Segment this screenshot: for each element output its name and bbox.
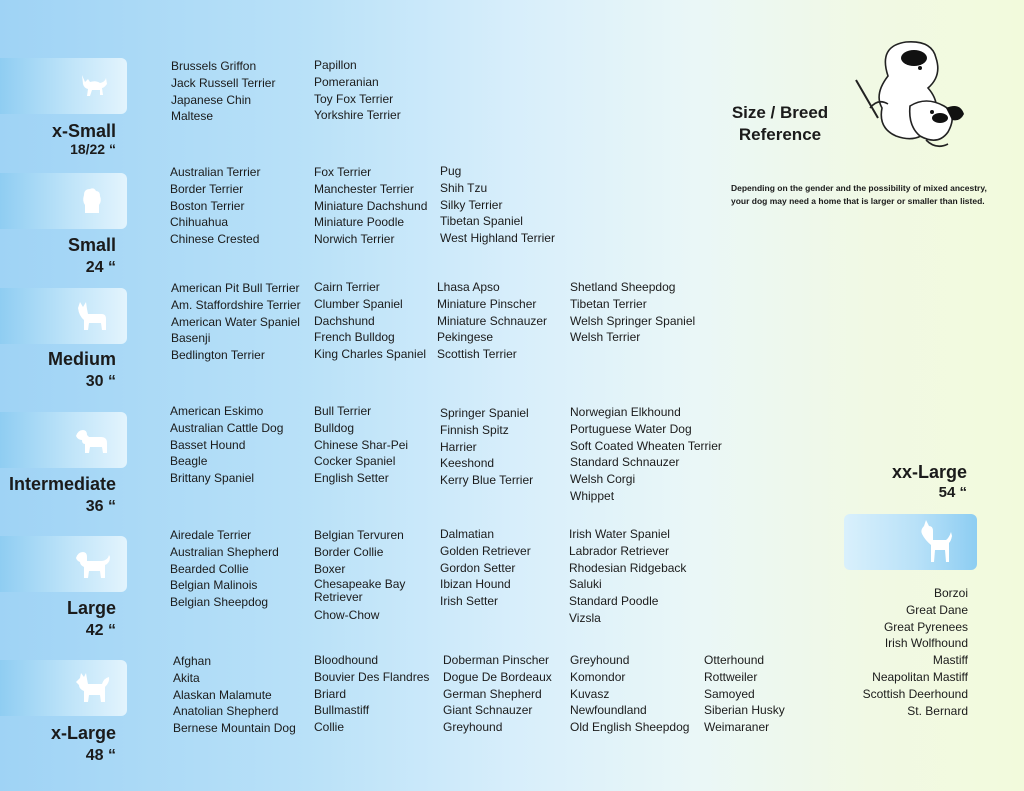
breed-name: Papillon xyxy=(314,58,357,72)
breed-name: Belgian Tervuren xyxy=(314,528,404,542)
breed-column-xxlarge xyxy=(863,585,968,719)
breed-name: Bullmastiff xyxy=(314,703,370,718)
breed-column-small-3 xyxy=(440,163,555,247)
size-tab-small xyxy=(0,173,127,229)
breed-name: Scottish Deerhound xyxy=(862,686,968,701)
size-measure-intermediate: 36 “ xyxy=(85,498,116,515)
spaniel-dog-icon xyxy=(72,420,112,460)
breed-name: Chihuahua xyxy=(170,215,229,230)
breed-name: Kerry Blue Terrier xyxy=(440,473,534,488)
breed-name: Whippet xyxy=(570,488,615,503)
breed-column-xlarge-1 xyxy=(173,653,296,737)
breed-name: Rhodesian Ridgeback xyxy=(569,560,687,575)
breed-column-intermediate-3 xyxy=(440,405,533,489)
breed-name: Brittany Spaniel xyxy=(170,471,255,486)
breed-name: Otterhound xyxy=(704,653,765,667)
breed-name: Soft Coated Wheaten Terrier xyxy=(570,438,722,453)
breed-name: American Eskimo xyxy=(170,404,264,418)
breed-name: Bedlington Terrier xyxy=(171,348,265,363)
breed-name: Bouvier Des Flandres xyxy=(314,669,430,684)
breed-name: Bernese Mountain Dog xyxy=(173,721,296,736)
breed-name: Beagle xyxy=(170,454,208,469)
size-measure-large: 42 “ xyxy=(85,622,116,639)
breed-name: Miniature Dachshund xyxy=(314,198,428,213)
breed-name: Fox Terrier xyxy=(314,165,372,179)
breed-name: Samoyed xyxy=(704,686,755,701)
breed-name: Basenji xyxy=(171,331,211,346)
size-name-xxlarge: xx-Large xyxy=(891,462,967,482)
breed-column-intermediate-4 xyxy=(570,404,722,505)
breed-name: Welsh Terrier xyxy=(570,330,641,345)
size-measure-small: 24 “ xyxy=(85,259,116,276)
breed-column-xlarge-4 xyxy=(570,652,689,736)
breed-name: Australian Cattle Dog xyxy=(170,420,284,435)
breed-name: Standard Poodle xyxy=(569,594,659,609)
breed-column-medium-4 xyxy=(570,279,695,346)
breed-name: German Shepherd xyxy=(443,686,542,701)
breed-column-xlarge-5 xyxy=(704,652,785,736)
breed-name: Cocker Spaniel xyxy=(314,454,396,469)
small-longhair-dog-icon xyxy=(72,66,112,106)
breed-name: Norwegian Elkhound xyxy=(570,405,681,419)
breed-name: Australian Terrier xyxy=(170,165,261,179)
breed-name: French Bulldog xyxy=(314,330,395,345)
breed-column-intermediate-2 xyxy=(314,403,408,487)
terrier-dog-icon xyxy=(72,296,112,336)
breed-name: Pomeranian xyxy=(314,74,379,89)
size-name-small: Small xyxy=(67,235,116,255)
breed-name: Yorkshire Terrier xyxy=(314,108,401,123)
breed-name: Tibetan Terrier xyxy=(570,296,647,311)
breed-name: Greyhound xyxy=(570,653,630,667)
size-name-xlarge: x-Large xyxy=(50,723,116,743)
breed-name: English Setter xyxy=(314,471,389,486)
breed-name: Harrier xyxy=(440,439,477,454)
breed-column-xsmall-2 xyxy=(314,57,401,124)
breed-name: Boston Terrier xyxy=(170,198,245,213)
breed-name: Chinese Crested xyxy=(170,232,260,247)
size-measure-xxlarge: 54 “ xyxy=(938,484,967,501)
breed-column-xlarge-3 xyxy=(443,652,552,736)
breed-column-large-3 xyxy=(440,526,531,610)
breed-name: Dogue De Bordeaux xyxy=(443,669,552,684)
breed-column-intermediate-1 xyxy=(170,403,283,487)
breed-column-xlarge-2 xyxy=(314,652,429,736)
size-measure-xlarge: 48 “ xyxy=(85,747,116,764)
breed-name: Norwich Terrier xyxy=(314,232,395,247)
breed-column-xsmall-1 xyxy=(171,58,275,125)
breed-name: Shih Tzu xyxy=(440,180,488,195)
breed-name: Cairn Terrier xyxy=(314,280,380,294)
breed-name: Bloodhound xyxy=(314,653,379,667)
breed-name: Chesapeake Bay Retriever xyxy=(314,577,406,605)
breed-name: Labrador Retriever xyxy=(569,543,670,558)
size-name-large: Large xyxy=(66,598,116,618)
breed-name: Akita xyxy=(173,670,200,685)
great-dane-icon xyxy=(916,518,956,566)
breed-name: Borzoi xyxy=(933,586,968,600)
breed-name: West Highland Terrier xyxy=(440,231,555,246)
breed-name: Chow-Chow xyxy=(314,608,380,623)
breed-name: Belgian Malinois xyxy=(170,578,258,593)
breed-column-large-2 xyxy=(314,527,405,624)
breed-name: Weimaraner xyxy=(704,720,770,735)
fluffy-dog-icon xyxy=(72,181,112,221)
breed-column-small-1 xyxy=(170,164,260,248)
breed-name: Miniature Pinscher xyxy=(437,296,537,311)
breed-name: Neapolitan Mastiff xyxy=(872,669,968,684)
breed-name: American Water Spaniel xyxy=(171,314,300,329)
breed-name: American Pit Bull Terrier xyxy=(171,281,300,295)
cartoon-sheepdog-mascot xyxy=(848,36,968,156)
breed-name: Irish Setter xyxy=(440,594,499,609)
breed-name: Miniature Poodle xyxy=(314,215,405,230)
breed-name: Giant Schnauzer xyxy=(443,703,533,718)
breed-name: Anatolian Shepherd xyxy=(173,704,279,719)
breed-name: Scottish Terrier xyxy=(437,347,517,362)
breed-name: Brussels Griffon xyxy=(171,59,257,73)
breed-column-large-1 xyxy=(170,527,279,611)
breed-name: Lhasa Apso xyxy=(437,280,500,294)
breed-name: King Charles Spaniel xyxy=(314,347,427,362)
husky-dog-icon xyxy=(72,668,112,708)
breed-column-medium-1 xyxy=(171,280,301,364)
size-measure-xsmall: 18/22 “ xyxy=(70,141,116,157)
breed-name: Vizsla xyxy=(569,610,601,625)
breed-name: Newfoundland xyxy=(570,703,647,718)
breed-name: Bull Terrier xyxy=(314,404,372,418)
size-name-xsmall: x-Small xyxy=(51,121,116,141)
breed-name: Springer Spaniel xyxy=(440,406,529,420)
breed-name: Collie xyxy=(314,720,345,735)
breed-name: Bearded Collie xyxy=(170,561,249,576)
size-name-intermediate: Intermediate xyxy=(8,474,116,494)
breed-name: Great Pyrenees xyxy=(883,619,968,634)
breed-name: Finnish Spitz xyxy=(440,422,509,437)
breed-name: Portuguese Water Dog xyxy=(570,421,692,436)
breed-name: Airedale Terrier xyxy=(170,528,252,542)
breed-name: Gordon Setter xyxy=(440,560,516,575)
breed-name: Miniature Schnauzer xyxy=(437,313,548,328)
breed-name: Welsh Corgi xyxy=(570,472,636,487)
breed-name: Boxer xyxy=(314,561,346,576)
size-measure-medium: 30 “ xyxy=(85,373,116,390)
breed-name: Ibizan Hound xyxy=(440,577,511,592)
breed-name: Kuvasz xyxy=(570,686,610,701)
breed-name: Silky Terrier xyxy=(440,197,503,212)
breed-name: Doberman Pinscher xyxy=(443,653,550,667)
breed-name: Toy Fox Terrier xyxy=(314,91,394,106)
breed-name: Mastiff xyxy=(932,653,968,668)
breed-name: Irish Water Spaniel xyxy=(569,527,670,541)
breed-name: Afghan xyxy=(173,654,212,668)
breed-name: Bulldog xyxy=(314,420,355,435)
breed-name: Keeshond xyxy=(440,456,495,471)
size-tab-medium xyxy=(0,288,127,344)
size-name-medium: Medium xyxy=(47,349,116,369)
breed-name: Chinese Shar-Pei xyxy=(314,437,409,452)
breed-name: Old English Sheepdog xyxy=(570,720,690,735)
breed-name: Dachshund xyxy=(314,313,375,328)
breed-name: Standard Schnauzer xyxy=(570,455,680,470)
breed-name: Greyhound xyxy=(443,720,503,735)
breed-name: Briard xyxy=(314,686,347,701)
breed-name: Irish Wolfhound xyxy=(884,636,968,651)
breed-column-medium-3 xyxy=(437,279,547,363)
breed-column-small-2 xyxy=(314,164,427,248)
breed-name: Rottweiler xyxy=(704,669,758,684)
breed-name: Saluki xyxy=(569,577,602,592)
breed-name: Komondor xyxy=(570,669,626,684)
breed-name: Welsh Springer Spaniel xyxy=(570,313,696,328)
breed-name: Tibetan Spaniel xyxy=(440,214,523,229)
breed-name: Belgian Sheepdog xyxy=(170,595,269,610)
breed-name: Alaskan Malamute xyxy=(173,687,272,702)
breed-column-large-4 xyxy=(569,526,686,627)
breed-name: Clumber Spaniel xyxy=(314,296,403,311)
breed-name: Australian Shepherd xyxy=(170,544,279,559)
size-tab-intermediate xyxy=(0,412,127,468)
breed-name: Golden Retriever xyxy=(440,543,531,558)
breed-name: Dalmatian xyxy=(440,527,495,541)
breed-name: Pug xyxy=(440,164,462,178)
breed-name: Shetland Sheepdog xyxy=(570,280,676,294)
size-tab-xxlarge xyxy=(844,514,977,570)
size-tab-xsmall xyxy=(0,58,127,114)
breed-name: Am. Staffordshire Terrier xyxy=(171,297,301,312)
breed-column-medium-2 xyxy=(314,279,426,363)
retriever-dog-icon xyxy=(72,544,112,584)
breed-name: Border Collie xyxy=(314,544,384,559)
size-disclaimer-note: Depending on the gender and the possibility of mixed ancestry, your dog may need a home that is larger or smaller than listed. xyxy=(731,183,987,206)
breed-name: Pekingese xyxy=(437,330,494,345)
size-tab-large xyxy=(0,536,127,592)
breed-name: Maltese xyxy=(171,109,214,124)
breed-name: Manchester Terrier xyxy=(314,181,414,196)
size-tab-xlarge xyxy=(0,660,127,716)
breed-name: Border Terrier xyxy=(170,181,244,196)
breed-name: Siberian Husky xyxy=(704,703,785,718)
breed-name: Jack Russell Terrier xyxy=(171,75,276,90)
breed-name: Japanese Chin xyxy=(171,92,252,107)
breed-name: Great Dane xyxy=(905,602,968,617)
breed-name: St. Bernard xyxy=(907,703,968,718)
breed-name: Basset Hound xyxy=(170,437,246,452)
page-title: Size / Breed Reference xyxy=(731,103,829,144)
